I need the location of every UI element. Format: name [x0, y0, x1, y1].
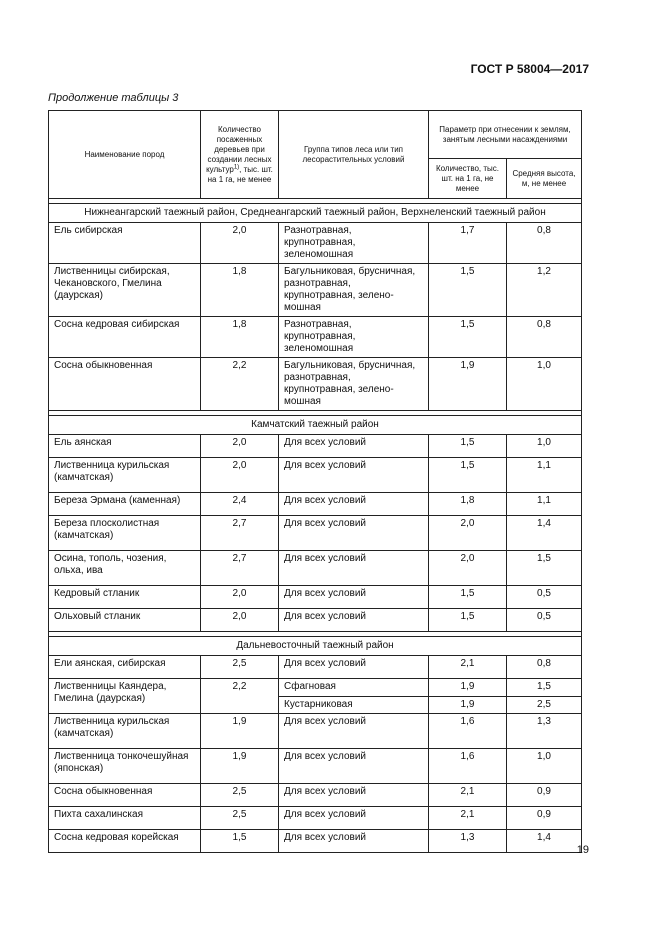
table-row	[49, 551, 582, 586]
table-row	[49, 830, 582, 853]
table-row	[49, 435, 582, 458]
forest-type-group: Для всех условий	[279, 586, 429, 609]
parameter-count: 2,1	[429, 784, 507, 807]
planted-quantity: 2,0	[201, 223, 279, 264]
species-name: Береза Эрмана (каменная)	[49, 493, 201, 516]
parameter-count: 1,9	[429, 358, 507, 411]
species-name: Ольховый стланик	[49, 609, 201, 632]
planted-quantity: 2,2	[201, 358, 279, 411]
table-row	[49, 358, 582, 411]
planted-quantity: 2,0	[201, 435, 279, 458]
species-name: Лиственница тонкочешуйная (японская)	[49, 749, 201, 784]
parameter-height: 0,5	[507, 586, 582, 609]
section-row	[49, 204, 582, 223]
table-row	[49, 586, 582, 609]
species-name: Лиственницы сибирская, Чекановского, Гмелина (даурская)	[49, 264, 201, 317]
header-species-name: Наименование пород	[49, 111, 201, 199]
planted-quantity: 1,8	[201, 317, 279, 358]
forest-type-group: Разнотравная, крупнотравная, зеленомошная	[279, 317, 429, 358]
parameter-count: 1,3	[429, 830, 507, 853]
species-name: Ель сибирская	[49, 223, 201, 264]
parameter-height: 0,8	[507, 223, 582, 264]
species-name: Лиственница курильская (камчатская)	[49, 458, 201, 493]
parameter-count: 1,5	[429, 317, 507, 358]
table-row	[49, 807, 582, 830]
planted-quantity: 2,7	[201, 516, 279, 551]
forest-type-group: Багульниковая, брусничная, разнотравная, крупнотравная, зелено-мошная	[279, 264, 429, 317]
table-row	[49, 784, 582, 807]
forest-type-group: Для всех условий	[279, 784, 429, 807]
header-forest-type-group: Группа типов леса или тип лесорастительных условий	[279, 111, 429, 199]
species-name: Кедровый стланик	[49, 586, 201, 609]
species-name: Береза плосколистная (камчатская)	[49, 516, 201, 551]
section-title: Камчатский таежный район	[49, 416, 582, 435]
parameter-height: 1,1	[507, 458, 582, 493]
parameter-count: 2,1	[429, 656, 507, 679]
parameter-height: 1,0	[507, 749, 582, 784]
forest-type-group: Для всех условий	[279, 807, 429, 830]
species-name: Сосна кедровая сибирская	[49, 317, 201, 358]
species-name: Сосна обыкновенная	[49, 358, 201, 411]
parameter-count: 1,5	[429, 458, 507, 493]
forest-type-group: Для всех условий	[279, 656, 429, 679]
section-title: Нижнеангарский таежный район, Среднеангарский таежный район, Верхнеленский таежный район	[49, 204, 582, 223]
species-name: Лиственницы Каяндера, Гмелина (даурская)	[49, 679, 201, 714]
section-title: Дальневосточный таежный район	[49, 637, 582, 656]
planted-quantity: 2,5	[201, 807, 279, 830]
page-number: 19	[576, 844, 589, 856]
table-row	[49, 749, 582, 784]
species-name: Ели аянская, сибирская	[49, 656, 201, 679]
parameter-count: 1,8	[429, 493, 507, 516]
forest-type-group: Для всех условий	[279, 551, 429, 586]
forest-type-group: Для всех условий	[279, 435, 429, 458]
planted-quantity: 2,0	[201, 458, 279, 493]
species-name: Ель аянская	[49, 435, 201, 458]
parameter-count: 1,6	[429, 714, 507, 749]
forest-type-group: Для всех условий	[279, 516, 429, 551]
parameter-count: 1,7	[429, 223, 507, 264]
parameter-height: 1,5	[507, 551, 582, 586]
table-row	[49, 609, 582, 632]
parameter-count: 1,5	[429, 264, 507, 317]
parameter-count: 2,1	[429, 807, 507, 830]
parameter-height: 0,8	[507, 656, 582, 679]
parameter-height: 1,0	[507, 358, 582, 411]
planted-quantity: 2,0	[201, 586, 279, 609]
planted-quantity: 2,5	[201, 656, 279, 679]
parameter-height: 1,3	[507, 714, 582, 749]
parameter-height: 1,0	[507, 435, 582, 458]
parameter-count: 1,9	[429, 679, 507, 697]
forest-type-group: Кустарниковая	[279, 696, 429, 714]
parameter-count: 1,9	[429, 696, 507, 714]
forest-type-group: Сфагновая	[279, 679, 429, 697]
parameter-height: 1,1	[507, 493, 582, 516]
planted-quantity: 1,9	[201, 714, 279, 749]
table-row	[49, 714, 582, 749]
forest-type-group: Для всех условий	[279, 714, 429, 749]
parameter-height: 1,4	[507, 830, 582, 853]
table-row	[49, 679, 582, 697]
table-continuation-caption: Продолжение таблицы 3	[48, 92, 179, 104]
species-name: Пихта сахалинская	[49, 807, 201, 830]
planted-quantity: 2,5	[201, 784, 279, 807]
parameter-count: 2,0	[429, 551, 507, 586]
planted-quantity: 2,0	[201, 609, 279, 632]
table-row	[49, 264, 582, 317]
parameter-count: 1,5	[429, 609, 507, 632]
planted-quantity: 1,5	[201, 830, 279, 853]
forest-type-group: Для всех условий	[279, 609, 429, 632]
species-name: Сосна обыкновенная	[49, 784, 201, 807]
planted-quantity: 1,8	[201, 264, 279, 317]
table-row	[49, 493, 582, 516]
forest-type-group: Для всех условий	[279, 458, 429, 493]
planted-quantity: 2,7	[201, 551, 279, 586]
parameter-height: 1,5	[507, 679, 582, 697]
table-row	[49, 516, 582, 551]
forest-type-group: Багульниковая, брусничная, разнотравная, крупнотравная, зелено-мошная	[279, 358, 429, 411]
section-row	[49, 416, 582, 435]
parameter-count: 1,6	[429, 749, 507, 784]
table-row	[49, 223, 582, 264]
planted-quantity: 2,2	[201, 679, 279, 714]
planted-quantity: 2,4	[201, 493, 279, 516]
table-row	[49, 656, 582, 679]
table-row	[49, 317, 582, 358]
forest-type-group: Для всех условий	[279, 493, 429, 516]
parameter-height: 0,9	[507, 784, 582, 807]
header-planted-quantity: Количество посаженных деревьев при создании лесных культур$^{1)}$, тыс. шт. на 1 га, не менее	[201, 111, 279, 199]
species-name: Лиственница курильская (камчатская)	[49, 714, 201, 749]
parameter-height: 1,2	[507, 264, 582, 317]
parameter-height: 0,8	[507, 317, 582, 358]
section-row	[49, 637, 582, 656]
parameter-height: 0,5	[507, 609, 582, 632]
header-parameter: Параметр при отнесении к землям, занятым лесными насаждениями	[429, 111, 582, 159]
parameter-height: 0,9	[507, 807, 582, 830]
document-code: ГОСТ Р 58004—2017	[470, 62, 589, 76]
forest-type-group: Для всех условий	[279, 830, 429, 853]
species-table	[48, 110, 582, 853]
planted-quantity: 1,9	[201, 749, 279, 784]
header-parameter-height: Средняя высота, м, не менее	[507, 159, 582, 199]
species-name: Сосна кедровая корейская	[49, 830, 201, 853]
parameter-count: 1,5	[429, 435, 507, 458]
species-name: Осина, тополь, чозения, ольха, ива	[49, 551, 201, 586]
table-row	[49, 458, 582, 493]
parameter-count: 1,5	[429, 586, 507, 609]
parameter-height: 2,5	[507, 696, 582, 714]
parameter-height: 1,4	[507, 516, 582, 551]
parameter-count: 2,0	[429, 516, 507, 551]
forest-type-group: Разнотравная, крупнотравная, зеленомошная	[279, 223, 429, 264]
forest-type-group: Для всех условий	[279, 749, 429, 784]
header-parameter-count: Количество, тыс. шт. на 1 га, не менее	[429, 159, 507, 199]
